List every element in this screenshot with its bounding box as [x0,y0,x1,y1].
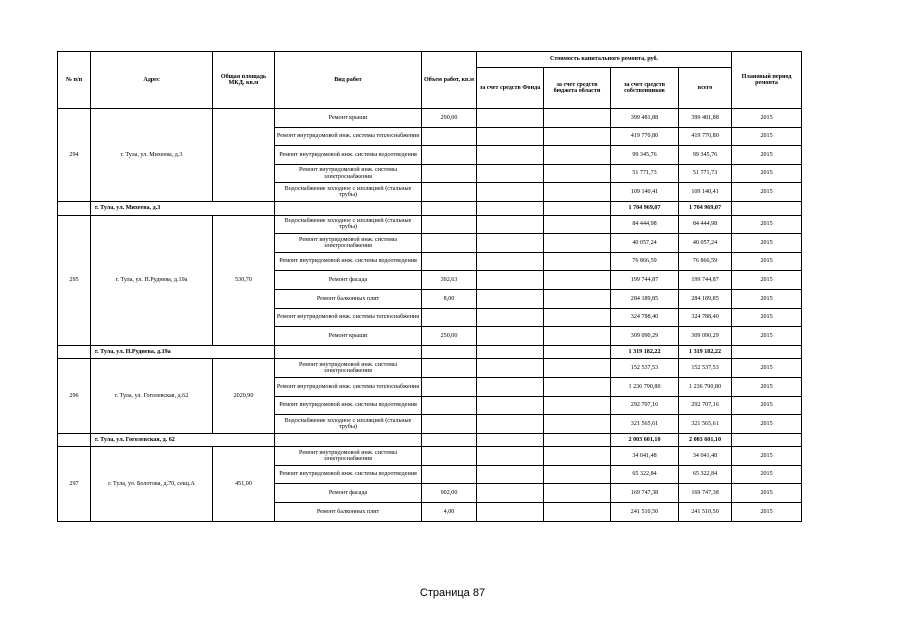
subtotal-num [58,201,91,215]
work-type: Ремонт крыши [275,109,422,128]
cost-fund [477,359,544,378]
cost-total: 284 189,85 [679,289,732,308]
work-type: Ремонт внутридомовой инж. системы водоотведения [275,396,422,415]
subtotal-address: г. Тула, ул. Гоголевская, д. 62 [91,433,275,447]
work-type: Ремонт внутридомовой инж. системы электроснабжения [275,447,422,466]
cost-region-budget [544,465,611,484]
cost-region-budget [544,308,611,327]
cost-fund [477,396,544,415]
row-address: г. Тула, ул. Н.Руднева, д.19а [91,215,213,345]
repair-period: 2015 [732,415,802,434]
repair-period: 2015 [732,308,802,327]
work-volume [422,146,477,165]
subtotal-row [58,201,802,215]
work-volume [422,308,477,327]
repair-period: 2015 [732,377,802,396]
subtotal-address: г. Тула, ул. Михеева, д.3 [91,201,275,215]
work-volume: 4,00 [422,503,477,522]
cost-owners: 152 537,53 [611,359,679,378]
cost-total: 109 140,41 [679,183,732,202]
subtotal-num [58,433,91,447]
cost-owners: 84 444,98 [611,215,679,234]
subtotal-period [732,433,802,447]
subtotal-fund [477,201,544,215]
row-area: 2020,90 [213,359,275,433]
repair-period: 2015 [732,289,802,308]
cost-total: 292 707,16 [679,396,732,415]
work-volume: 250,00 [422,327,477,346]
work-type: Ремонт внутридомовой инж. системы теплоснабжения [275,308,422,327]
header-area: Общая площадь МКД, кв.м [213,52,275,109]
table-row [58,359,802,378]
row-number: 296 [58,359,91,433]
cost-total: 84 444,98 [679,215,732,234]
capital-repair-table [57,51,802,522]
cost-owners: 292 707,16 [611,396,679,415]
cost-owners: 34 041,48 [611,447,679,466]
cost-fund [477,415,544,434]
work-volume [422,164,477,183]
repair-period: 2015 [732,146,802,165]
row-area: 530,70 [213,215,275,345]
work-volume: 902,00 [422,484,477,503]
header-period: Плановый период ремонта [732,52,802,109]
subtotal-work [275,433,422,447]
subtotal-work [275,345,422,359]
cost-fund [477,164,544,183]
repair-period: 2015 [732,271,802,290]
repair-period: 2015 [732,484,802,503]
cost-owners: 321 565,61 [611,415,679,434]
table-row [58,109,802,128]
cost-total: 199 744,87 [679,271,732,290]
cost-total: 309 090,29 [679,327,732,346]
subtotal-region-budget [544,201,611,215]
subtotal-fund [477,345,544,359]
work-volume [422,377,477,396]
subtotal-owners: 2 003 601,10 [611,433,679,447]
repair-period: 2015 [732,127,802,146]
work-volume [422,127,477,146]
repair-period: 2015 [732,359,802,378]
cost-owners: 241 510,50 [611,503,679,522]
work-type: Ремонт внутридомовой инж. системы теплоснабжения [275,377,422,396]
header-owners: за счет средств собственников [611,68,679,109]
cost-region-budget [544,327,611,346]
subtotal-region-budget [544,345,611,359]
cost-owners: 76 866,59 [611,252,679,271]
repair-period: 2015 [732,234,802,253]
cost-region-budget [544,359,611,378]
work-volume [422,415,477,434]
cost-region-budget [544,271,611,290]
work-volume: 8,00 [422,289,477,308]
row-area: 451,00 [213,447,275,521]
cost-fund [477,234,544,253]
work-type: Ремонт внутридомовой инж. системы электроснабжения [275,359,422,378]
work-volume: 290,00 [422,109,477,128]
repair-period: 2015 [732,447,802,466]
work-type: Ремонт внутридомовой инж. системы водоотведения [275,465,422,484]
cost-fund [477,109,544,128]
subtotal-num [58,345,91,359]
subtotal-row [58,345,802,359]
cost-fund [477,465,544,484]
work-type: Водоснабжение холодное с изоляцией (стальные трубы) [275,415,422,434]
cost-region-budget [544,252,611,271]
cost-region-budget [544,146,611,165]
row-address: г. Тула, ул. Болотова, д.70, секц.А [91,447,213,521]
cost-fund [477,447,544,466]
work-type: Ремонт внутридомовой инж. системы электроснабжения [275,234,422,253]
work-type: Ремонт фасада [275,271,422,290]
subtotal-total: 2 003 601,10 [679,433,732,447]
cost-total: 76 866,59 [679,252,732,271]
repair-period: 2015 [732,183,802,202]
cost-region-budget [544,289,611,308]
cost-fund [477,503,544,522]
repair-period: 2015 [732,396,802,415]
cost-owners: 51 771,73 [611,164,679,183]
subtotal-owners: 1 704 969,07 [611,201,679,215]
cost-owners: 309 090,29 [611,327,679,346]
work-type: Ремонт балконных плит [275,289,422,308]
repair-period: 2015 [732,503,802,522]
cost-region-budget [544,183,611,202]
cost-owners: 40 057,24 [611,234,679,253]
cost-total: 51 771,73 [679,164,732,183]
cost-region-budget [544,109,611,128]
work-volume [422,252,477,271]
cost-fund [477,146,544,165]
cost-region-budget [544,484,611,503]
cost-total: 169 747,38 [679,484,732,503]
row-number: 295 [58,215,91,345]
work-volume: 392,63 [422,271,477,290]
cost-owners: 399 481,88 [611,109,679,128]
cost-fund [477,271,544,290]
repair-period: 2015 [732,465,802,484]
cost-fund [477,377,544,396]
work-type: Водоснабжение холодное с изоляцией (стальные трубы) [275,215,422,234]
cost-region-budget [544,503,611,522]
cost-total: 241 510,50 [679,503,732,522]
repair-period: 2015 [732,327,802,346]
table-body [58,109,802,522]
cost-total: 321 565,61 [679,415,732,434]
cost-owners: 324 788,40 [611,308,679,327]
cost-total: 419 770,80 [679,127,732,146]
repair-period: 2015 [732,252,802,271]
row-address: г. Тула, ул. Михеева, д.3 [91,109,213,202]
subtotal-total: 1 704 969,07 [679,201,732,215]
work-type: Ремонт внутридомовой инж. системы электроснабжения [275,164,422,183]
work-type: Ремонт внутридомовой инж. системы теплоснабжения [275,127,422,146]
subtotal-volume [422,345,477,359]
cost-region-budget [544,396,611,415]
cost-fund [477,484,544,503]
repair-period: 2015 [732,215,802,234]
cost-owners: 284 189,85 [611,289,679,308]
cost-owners: 99 345,76 [611,146,679,165]
work-volume [422,215,477,234]
work-volume [422,447,477,466]
cost-region-budget [544,234,611,253]
cost-fund [477,308,544,327]
cost-total: 324 788,40 [679,308,732,327]
cost-owners: 109 140,41 [611,183,679,202]
header-region-budget: за счет средств бюджета области [544,68,611,109]
header-cost-group: Стоимость капитального ремонта, руб. [477,52,732,68]
row-number: 297 [58,447,91,521]
work-type: Водоснабжение холодное с изоляцией (стальные трубы) [275,183,422,202]
cost-owners: 199 744,87 [611,271,679,290]
cost-region-budget [544,415,611,434]
work-volume [422,183,477,202]
work-volume [422,234,477,253]
subtotal-address: г. Тула, ул. Н.Руднева, д.19а [91,345,275,359]
cost-region-budget [544,447,611,466]
subtotal-owners: 1 319 182,22 [611,345,679,359]
cost-region-budget [544,215,611,234]
header-total: всего [679,68,732,109]
work-volume [422,465,477,484]
cost-owners: 419 770,80 [611,127,679,146]
cost-fund [477,327,544,346]
table-row [58,215,802,234]
work-type: Ремонт внутридомовой инж. системы водоотведения [275,146,422,165]
cost-fund [477,215,544,234]
cost-total: 1 236 790,80 [679,377,732,396]
work-volume [422,359,477,378]
work-type: Ремонт балконных плит [275,503,422,522]
cost-total: 152 537,53 [679,359,732,378]
cost-total: 34 041,48 [679,447,732,466]
cost-fund [477,289,544,308]
subtotal-volume [422,201,477,215]
subtotal-period [732,201,802,215]
cost-owners: 1 236 790,80 [611,377,679,396]
row-area [213,109,275,202]
subtotal-volume [422,433,477,447]
table-row [58,447,802,466]
header-fund: за счет средств Фонда [477,68,544,109]
header-work-type: Вид работ [275,52,422,109]
cost-fund [477,127,544,146]
cost-total: 99 345,76 [679,146,732,165]
row-address: г. Тула, ул. Гоголевская, д.62 [91,359,213,433]
cost-total: 65 322,84 [679,465,732,484]
work-type: Ремонт фасада [275,484,422,503]
cost-total: 399 481,88 [679,109,732,128]
subtotal-row [58,433,802,447]
cost-region-budget [544,127,611,146]
header-address: Адрес [91,52,213,109]
page-number: Страница 87 [419,587,486,599]
repair-period: 2015 [732,109,802,128]
subtotal-fund [477,433,544,447]
subtotal-period [732,345,802,359]
cost-fund [477,183,544,202]
subtotal-total: 1 319 182,22 [679,345,732,359]
work-volume [422,396,477,415]
repair-period: 2015 [732,164,802,183]
work-type: Ремонт крыши [275,327,422,346]
subtotal-work [275,201,422,215]
cost-region-budget [544,164,611,183]
cost-total: 40 057,24 [679,234,732,253]
cost-region-budget [544,377,611,396]
cost-fund [477,252,544,271]
cost-owners: 65 322,84 [611,465,679,484]
cost-owners: 169 747,38 [611,484,679,503]
header-volume: Объем работ, кв.м [422,52,477,109]
work-type: Ремонт внутридомовой инж. системы водоотведения [275,252,422,271]
subtotal-region-budget [544,433,611,447]
header-num: № п/п [58,52,91,109]
row-number: 294 [58,109,91,202]
